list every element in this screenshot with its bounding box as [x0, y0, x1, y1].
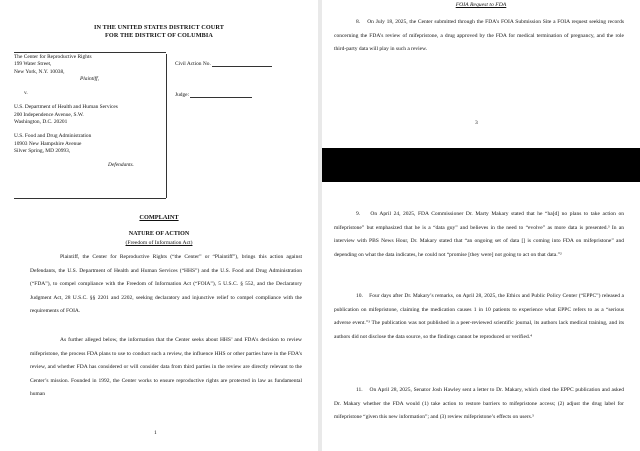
caption-bottom-rule: [14, 198, 166, 199]
versus: v.: [24, 90, 28, 97]
paragraph-10: 10. Four days after Dr. Makary’s remarks, on April 28, 2025, the Ethics and Public Policy Center (“EPPC”) released a publication on mifepristone, claiming the medication causes 1 in 10 patients to experience what EPPC refers to as a “serious adverse event.”³ The publication was not published in a peer-reviewed scientific journal, its authors lack medical training, and its authors did not disclose the data source, so the findings cannot be reproduced or verified.⁴: [334, 293, 624, 340]
plaintiff-role: Plaintiff,: [80, 75, 100, 82]
page-number: 1: [154, 430, 157, 436]
defendant-2-name: U.S. Food and Drug Administration: [14, 133, 92, 140]
caption-top-rule: [14, 52, 166, 53]
defendant-1-address-1: 200 Independence Avenue, S.W.: [14, 111, 84, 118]
civil-action-field: Civil Action No.: [175, 61, 272, 67]
court-title: IN THE UNITED STATES DISTRICT COURT FOR THE DISTRICT OF COLUMBIA: [94, 24, 224, 39]
paragraph-1: Plaintiff, the Center for Reproductive Rights (“the Center” or “Plaintiff”), brings this action against Defendants, the U.S. Department of Health and Human Services (“HHS”) and the U.S. Food and Drug Administration (“FDA”), to compel compliance with the Freedom of Information Act (“FOIA”), 5 U.S.C. § 552, and the Declaratory Judgment Act, 28 U.S.C. §§ 2201 and 2202, seeking declaratory and injunctive relief to compel compliance with the requirements of FOIA.: [30, 254, 302, 315]
foia-request-heading: FOIA Request to FDA: [455, 2, 507, 8]
caption-divider: [166, 54, 167, 198]
page-number: 3: [475, 120, 478, 126]
plaintiff-address-2: New York, N.Y. 10038,: [14, 68, 65, 75]
page-separator: [322, 148, 640, 182]
defendants-role: Defendants.: [108, 162, 134, 169]
complaint-page-1: [0, 0, 318, 451]
defendant-2-address-2: Silver Spring, MD 20993,: [14, 147, 71, 154]
defendant-2-address-1: 10903 New Hampshire Avenue: [14, 140, 82, 147]
complaint-page-3: [322, 0, 640, 148]
paragraph-8: 8. On July 18, 2025, the Center submitted through the FDA’s FOIA Submission Site a FOIA request seeking records concerning the FDA’s review of mifepristone, a drug approved by the FDA for medical termination of pregnancy, and the role third-party data will play in such a review.: [334, 19, 624, 53]
paragraph-11: 11. On April 28, 2025, Senator Josh Hawley sent a letter to Dr. Makary, which cited the EPPC publication and asked Dr. Makary whether the FDA would (1) take action to restore barriers to mifepristone access; (2) adjust the drug label for mifepristone “given this new information”; and (3) review mifepristone’s effects on users.⁵: [334, 387, 624, 421]
defendant-1-name: U.S. Department of Health and Human Services: [14, 104, 118, 111]
paragraph-2: As further alleged below, the information that the Center seeks about HHS’ and FDA’s decision to review mifepristone, the process FDA plans to use to conduct such a review, the influence HHS or other parties have in the FDA’s review, and whether FDA has considered or will consider data from third parties in the review are directly relevant to the Center’s mission. Founded in 1992, the Center works to ensure reproductive rights are protected in law as fundamental human: [30, 337, 302, 398]
complaint-page-4: [322, 182, 640, 451]
plaintiff-address-1: 199 Water Street,: [14, 61, 52, 68]
paragraph-9: 9. On April 24, 2025, FDA Commissioner Dr. Marty Makary stated that he “ha[d] no plans to take action on mifepristone” but emphasized that he is a “data guy” and believes in the need to “evolve” as more data is presented.³ In an interview with PBS News Hour, Dr. Makary stated that “an ongoing set of data [] is coming into FDA on mifepristone” and depending on what the data indicates, he could not “promise [they were] not going to act on that data.”²: [334, 211, 624, 258]
defendant-1-address-2: Washington, D.C. 20201: [14, 119, 68, 126]
nature-of-action-heading: NATURE OF ACTION: [128, 231, 190, 237]
foia-subheading: (Freedom of Information Act): [125, 240, 193, 246]
complaint-heading: COMPLAINT: [139, 214, 179, 221]
case-caption-parties: [14, 54, 164, 170]
plaintiff-name: The Center for Reproductive Rights: [14, 54, 92, 60]
judge-field: Judge:: [175, 92, 252, 98]
